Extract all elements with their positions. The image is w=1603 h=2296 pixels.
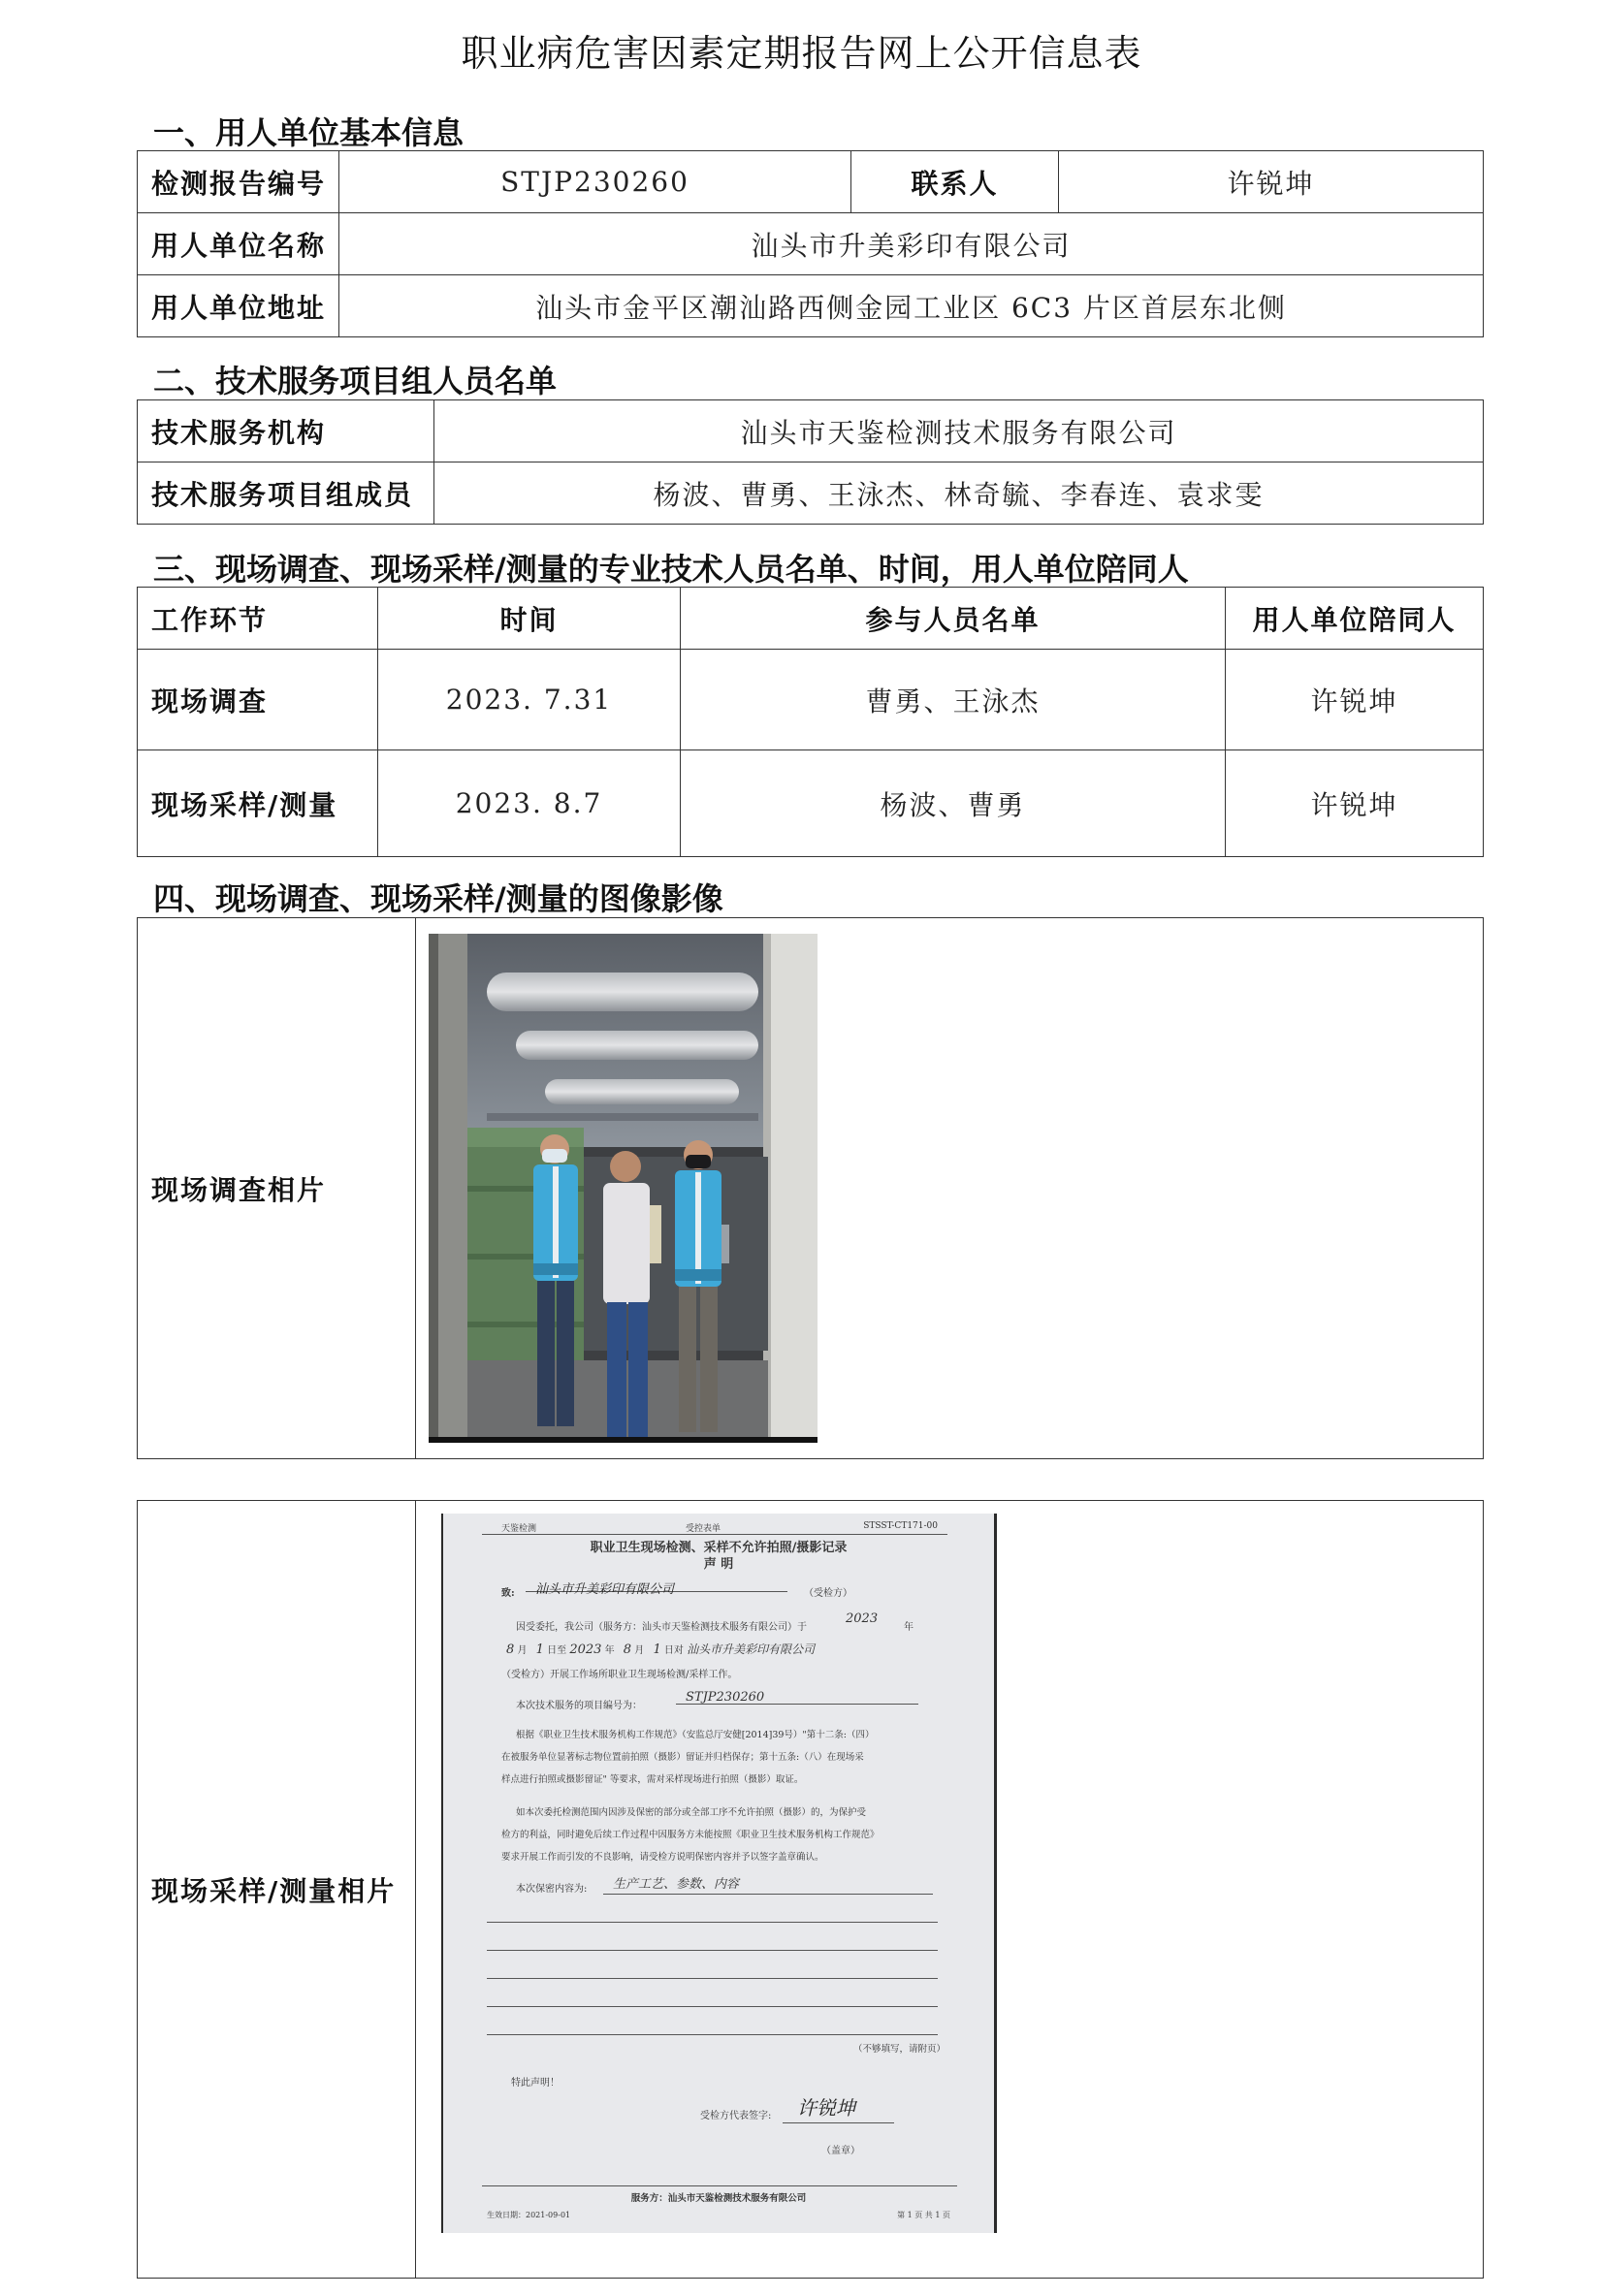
form-header-right: STSST-CT171-00: [863, 1521, 938, 1531]
form-para-1: 因受委托，我公司（服务方：汕头市天鉴检测技术服务有限公司）于: [516, 1622, 807, 1633]
sampling-photo-label: 现场采样/测量相片: [138, 1501, 416, 2279]
form-para-5: 根据《职业卫生技术服务机构工作规范》（安监总厅安健[2014]39号）"第十二条:（四）: [516, 1730, 875, 1740]
form-underline: [783, 2122, 894, 2123]
row-people: 杨波、曹勇: [681, 750, 1226, 857]
section-3-heading: 三、现场调查、现场采样/测量的专业技术人员名单、时间，用人单位陪同人: [153, 551, 1189, 588]
col-header-stage: 工作环节: [138, 588, 378, 650]
row-time: 2023. 7.31: [378, 650, 681, 750]
form-declare: 特此声明！: [511, 2078, 560, 2089]
form-to-prefix: 致:: [501, 1588, 515, 1599]
col-header-escort: 用人单位陪同人: [1226, 588, 1484, 650]
org-value: 汕头市天鉴检测技术服务有限公司: [434, 400, 1484, 462]
members-value: 杨波、曹勇、王泳杰、林奇毓、李春连、袁求雯: [434, 462, 1484, 525]
form-hand-secret: 生产工艺、参数、内容: [613, 1877, 740, 1892]
row-stage: 现场调查: [138, 650, 378, 750]
form-para-7: 样点进行拍照或摄影留证" 等要求，需对采样现场进行拍照（摄影）取证。: [501, 1774, 804, 1785]
col-header-time: 时间: [378, 588, 681, 650]
form-header-left: 天鉴检测: [501, 1524, 537, 1534]
form-hand-signature: 许锐坤: [797, 2096, 855, 2120]
form-subtitle: 声 明: [703, 1557, 734, 1572]
form-footer-date: 生效日期：2021-09-01: [487, 2211, 571, 2219]
form-para-9: 检方的利益，同时避免后续工作过程中因服务方未能按照《职业卫生技术服务机构工作规范》: [501, 1830, 880, 1840]
form-hand-year: 2023: [846, 1611, 879, 1626]
form-footer-service: 服务方：汕头市天鉴检测技术服务有限公司: [630, 2193, 807, 2204]
survey-photo-label: 现场调查相片: [138, 918, 416, 1459]
declaration-form: [443, 1514, 994, 2233]
form-to-handwritten: 汕头市升美彩印有限公司: [535, 1582, 675, 1597]
row-stage: 现场采样/测量: [138, 750, 378, 857]
form-hand-day: 1: [535, 1642, 544, 1657]
page-title: 职业病危害因素定期报告网上公开信息表: [461, 32, 1142, 75]
section-4-heading: 四、现场调查、现场采样/测量的图像影像: [153, 880, 723, 917]
form-footer-rule: [482, 2185, 957, 2186]
form-hand-company: 汕头市升美彩印有限公司: [687, 1642, 816, 1656]
contact-label: 联系人: [851, 151, 1059, 213]
form-title: 职业卫生现场检测、采样不允许拍照/摄影记录: [590, 1541, 848, 1555]
form-para-11: 本次保密内容为:: [516, 1884, 588, 1895]
org-label: 技术服务机构: [138, 400, 434, 462]
form-year-unit-2: 年: [604, 1645, 615, 1656]
row-escort: 许锐坤: [1226, 650, 1484, 750]
form-hand-year-2: 2023: [569, 1642, 602, 1657]
form-header-mid: 受控表单: [686, 1524, 721, 1534]
form-para-8: 如本次委托检测范围内因涉及保密的部分或全部工序不允许拍照（摄影）的，为保护受: [516, 1807, 867, 1818]
form-hand-day-2: 1: [653, 1642, 661, 1657]
survey-photo: [429, 934, 818, 1443]
form-para-10: 要求开展工作而引发的不良影响，请受检方说明保密内容并予以签字盖章确认。: [501, 1852, 824, 1863]
form-para-4: 本次技术服务的项目编号为：: [516, 1701, 642, 1711]
row-escort: 许锐坤: [1226, 750, 1484, 857]
table-row: [138, 750, 1484, 857]
form-hand-month: 8: [506, 1642, 515, 1657]
form-underline: [603, 1894, 933, 1895]
form-hand-month-2: 8: [623, 1642, 632, 1657]
form-month-unit: 月: [517, 1645, 528, 1656]
row-time: 2023. 8.7: [378, 750, 681, 857]
form-sign-label: 受检方代表签字:: [700, 2111, 772, 2121]
company-name-label: 用人单位名称: [138, 213, 339, 275]
report-no-value: STJP230260: [339, 151, 851, 213]
form-month-unit-2: 月: [634, 1645, 645, 1656]
form-footer-page: 第 1 页 共 1 页: [897, 2211, 950, 2219]
members-label: 技术服务项目组成员: [138, 462, 434, 525]
form-para-2: [501, 1641, 899, 1657]
report-no-label: 检测报告编号: [138, 151, 339, 213]
col-header-people: 参与人员名单: [681, 588, 1226, 650]
table-row: [138, 650, 1484, 750]
form-hand-project-no: STJP230260: [686, 1690, 765, 1705]
survey-photo-image: [429, 934, 818, 1443]
form-underline: [487, 2034, 938, 2035]
company-address-label: 用人单位地址: [138, 275, 339, 337]
basic-info-table: [137, 150, 1484, 337]
form-header-rule: [482, 1534, 947, 1535]
company-name-value: 汕头市升美彩印有限公司: [339, 213, 1484, 275]
form-underline: [487, 2006, 938, 2007]
form-day-unit-2: 日对: [663, 1645, 684, 1656]
sampling-photo: [441, 1514, 997, 2233]
form-para-3: （受检方）开展工作场所职业卫生现场检测/采样工作。: [501, 1670, 738, 1680]
form-underline: [487, 1978, 938, 1979]
form-underline: [487, 1922, 938, 1923]
row-people: 曹勇、王泳杰: [681, 650, 1226, 750]
form-year-unit: 年: [904, 1622, 914, 1633]
form-para-6: 在被服务单位显著标志物位置前拍照（摄影）留证并归档保存；第十五条:（八）在现场采: [501, 1752, 864, 1763]
form-day-to: 日至: [547, 1645, 567, 1656]
section-2-heading: 二、技术服务项目组人员名单: [153, 363, 558, 399]
team-table: [137, 399, 1484, 525]
contact-value: 许锐坤: [1059, 151, 1484, 213]
form-note: （不够填写，请附页）: [852, 2044, 946, 2055]
company-address-value: 汕头市金平区潮汕路西侧金园工业区 6C3 片区首层东北侧: [339, 275, 1484, 337]
form-to-suffix: （受检方）: [804, 1588, 852, 1599]
schedule-table: [137, 587, 1484, 857]
form-seal: （盖章）: [821, 2146, 860, 2156]
section-1-heading: 一、用人单位基本信息: [153, 114, 465, 151]
form-underline: [487, 1950, 938, 1951]
